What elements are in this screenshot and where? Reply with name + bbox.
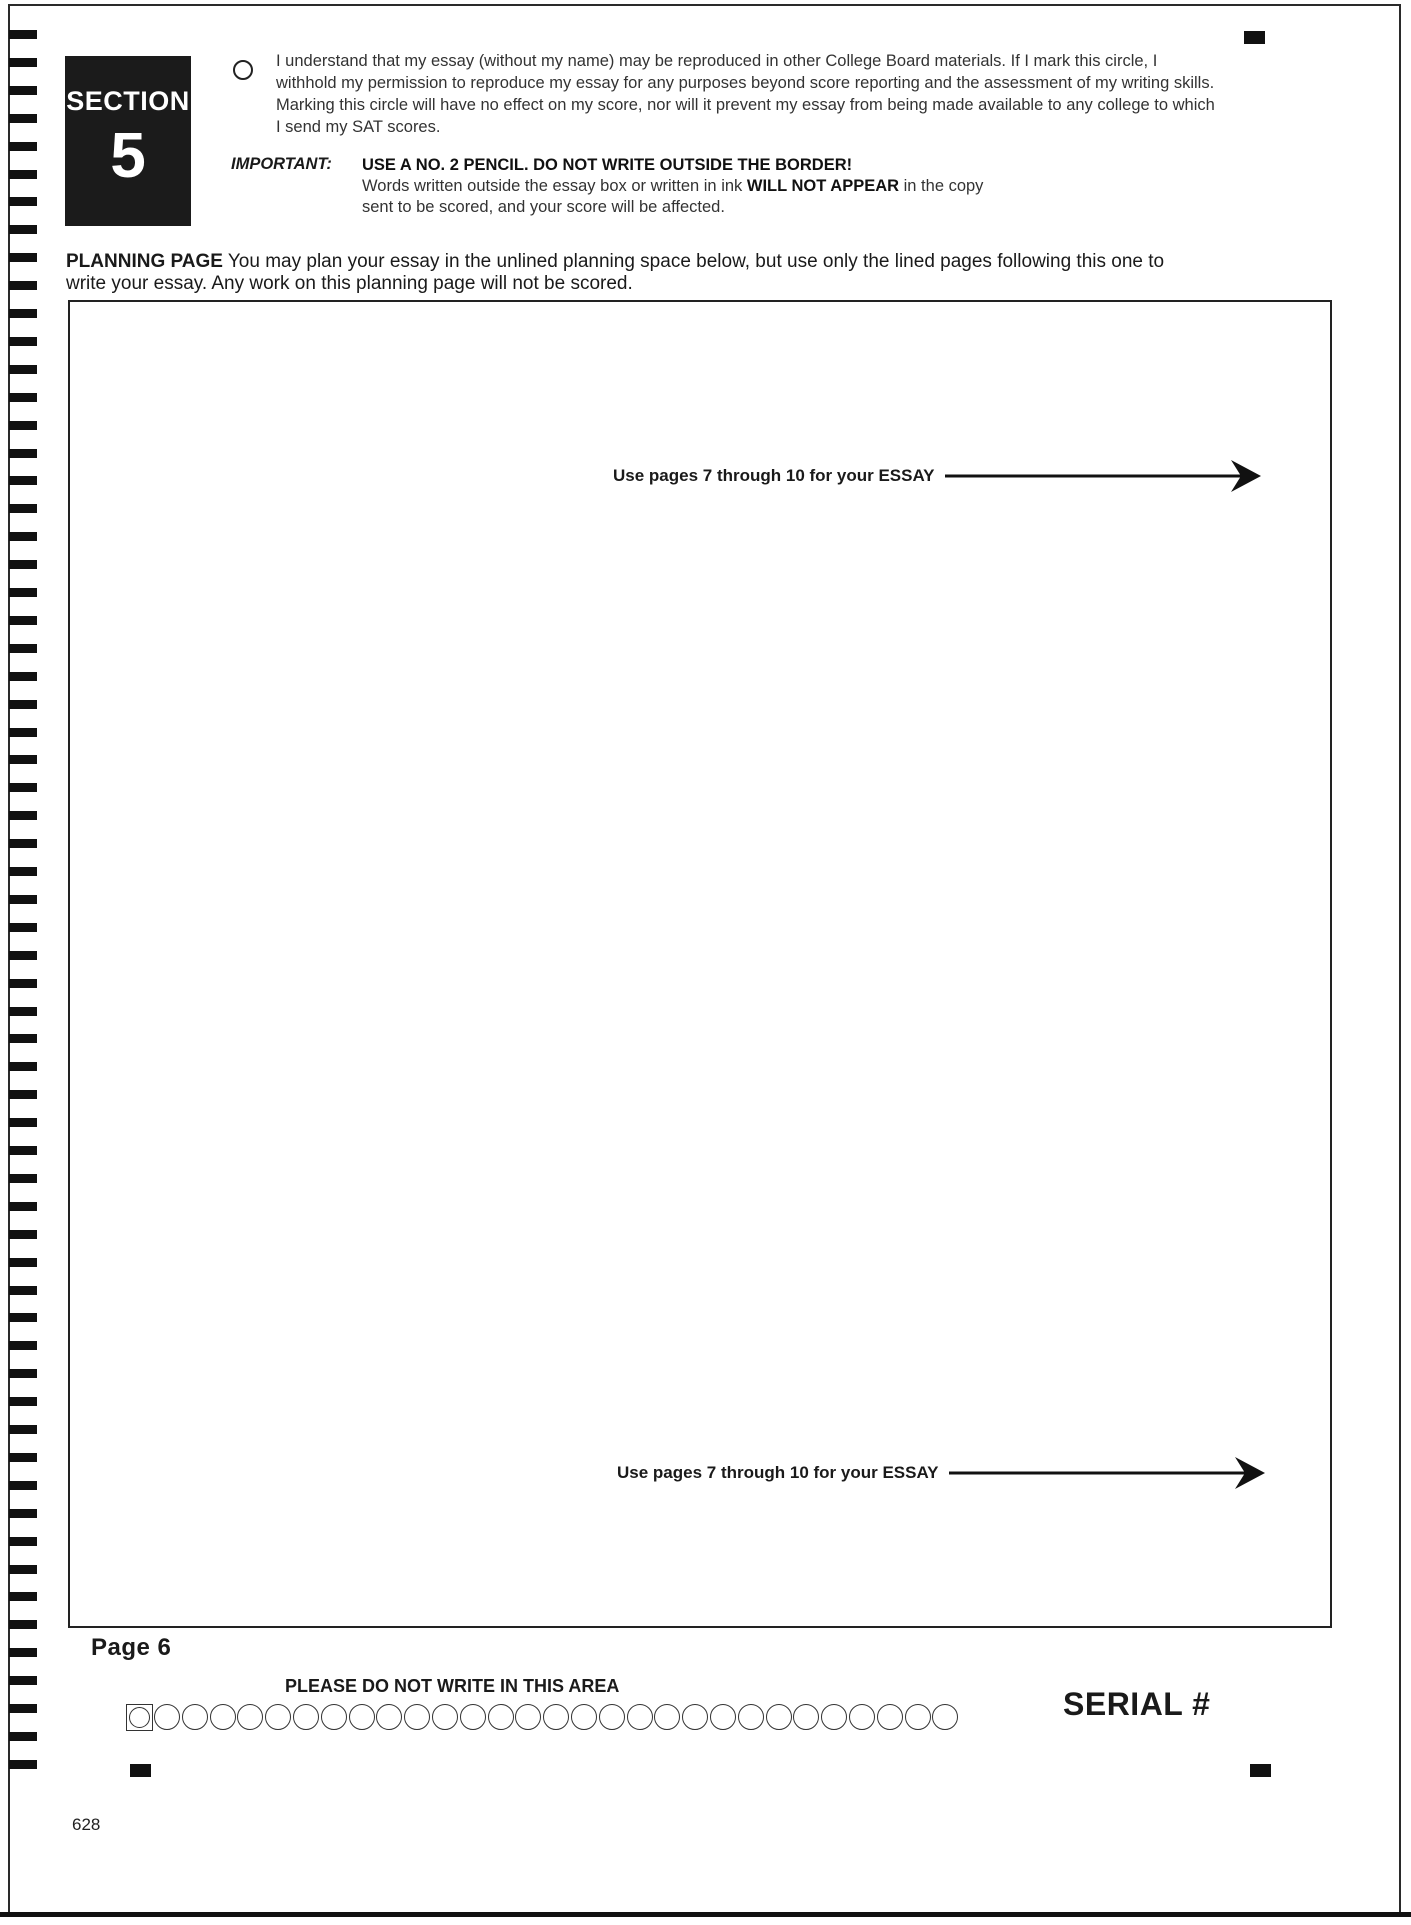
scanner-bubble bbox=[129, 1707, 150, 1728]
scanner-bubble bbox=[654, 1704, 680, 1730]
timing-mark bbox=[9, 839, 37, 848]
scanner-bubble bbox=[793, 1704, 819, 1730]
timing-mark bbox=[9, 1146, 37, 1155]
timing-mark bbox=[9, 1202, 37, 1211]
timing-mark bbox=[9, 1397, 37, 1406]
timing-mark bbox=[9, 532, 37, 541]
timing-mark bbox=[9, 811, 37, 820]
essay-pointer-top bbox=[613, 454, 1265, 498]
timing-mark bbox=[9, 476, 37, 485]
scanner-bubble bbox=[293, 1704, 319, 1730]
essay-pointer-bottom bbox=[617, 1451, 1269, 1495]
timing-mark bbox=[9, 58, 37, 67]
do-not-write-notice: PLEASE DO NOT WRITE IN THIS AREA bbox=[285, 1676, 620, 1696]
timing-mark bbox=[9, 644, 37, 653]
scanner-bubble-marker bbox=[126, 1704, 153, 1731]
timing-mark bbox=[9, 1118, 37, 1127]
timing-mark bbox=[9, 1090, 37, 1099]
timing-mark bbox=[9, 1369, 37, 1378]
section-label: SECTION bbox=[66, 86, 190, 116]
important-headline: USE A NO. 2 PENCIL. DO NOT WRITE OUTSIDE THE BORDER! bbox=[362, 156, 853, 174]
planning-text: You may plan your essay in the unlined planning space below, but use only the lined pages following this one to write your essay. Any work on this planning page will not be scored. bbox=[66, 251, 1165, 294]
scanner-bubble bbox=[265, 1704, 291, 1730]
scanner-bubble bbox=[599, 1704, 625, 1730]
timing-mark bbox=[9, 1425, 37, 1434]
timing-mark bbox=[9, 1760, 37, 1769]
timing-mark bbox=[9, 1565, 37, 1574]
consent-circle-bubble[interactable] bbox=[233, 60, 253, 80]
important-label: IMPORTANT: bbox=[231, 155, 332, 173]
scanner-bubble-row bbox=[126, 1704, 960, 1731]
scanner-bubble bbox=[905, 1704, 931, 1730]
timing-mark bbox=[9, 1341, 37, 1350]
timing-mark bbox=[9, 1509, 37, 1518]
timing-mark bbox=[9, 867, 37, 876]
timing-mark bbox=[9, 197, 37, 206]
timing-mark bbox=[9, 1034, 37, 1043]
timing-mark bbox=[9, 1286, 37, 1295]
timing-mark bbox=[9, 783, 37, 792]
scanner-bubble bbox=[766, 1704, 792, 1730]
timing-mark bbox=[9, 616, 37, 625]
scanner-bubble bbox=[821, 1704, 847, 1730]
timing-mark bbox=[9, 1230, 37, 1239]
important-line-2: sent to be scored, and your score will be affected. bbox=[362, 198, 725, 216]
right-arrow-icon bbox=[945, 454, 1265, 498]
timing-mark bbox=[9, 1732, 37, 1741]
timing-mark bbox=[9, 1174, 37, 1183]
timing-mark bbox=[9, 1648, 37, 1657]
scanner-bubble bbox=[460, 1704, 486, 1730]
timing-mark bbox=[9, 421, 37, 430]
scanner-bubble bbox=[432, 1704, 458, 1730]
timing-mark bbox=[9, 1620, 37, 1629]
scanner-bubble bbox=[932, 1704, 958, 1730]
right-arrow-icon bbox=[949, 1451, 1269, 1495]
timing-marks bbox=[9, 30, 41, 1780]
consent-text: I understand that my essay (without my name) may be reproduced in other College Board materials. If I mark this circle, I withhold my permission to reproduce my essay for any purposes beyond score reporting and the assessment of my writing skills. Marking this circle will have no effect on my score, nor will it prevent my essay from being made available to any college to which I send my SAT scores. bbox=[276, 52, 1215, 136]
timing-mark bbox=[9, 951, 37, 960]
timing-mark bbox=[9, 281, 37, 290]
timing-mark bbox=[9, 895, 37, 904]
timing-mark bbox=[9, 114, 37, 123]
important-line-1: Words written outside the essay box or written in ink WILL NOT APPEAR in the copy bbox=[362, 177, 984, 195]
corner-mark-bottom-right bbox=[1250, 1764, 1271, 1777]
planning-title: PLANNING PAGE bbox=[66, 251, 223, 272]
scanner-bubble bbox=[571, 1704, 597, 1730]
timing-mark bbox=[9, 979, 37, 988]
scanner-bubble bbox=[488, 1704, 514, 1730]
essay-pointer-label: Use pages 7 through 10 for your ESSAY bbox=[617, 1463, 939, 1482]
timing-mark bbox=[9, 1007, 37, 1016]
timing-mark bbox=[9, 923, 37, 932]
scanner-bubble bbox=[376, 1704, 402, 1730]
scanner-bubble bbox=[543, 1704, 569, 1730]
timing-mark bbox=[9, 728, 37, 737]
timing-mark bbox=[9, 30, 37, 39]
scanner-bubble bbox=[877, 1704, 903, 1730]
timing-mark bbox=[9, 1676, 37, 1685]
scanner-bubble bbox=[154, 1704, 180, 1730]
scanner-bubble bbox=[627, 1704, 653, 1730]
timing-mark bbox=[9, 1704, 37, 1713]
corner-mark-bottom-left bbox=[130, 1764, 151, 1777]
timing-mark bbox=[9, 309, 37, 318]
page-code: 628 bbox=[72, 1815, 101, 1834]
timing-mark bbox=[9, 755, 37, 764]
scanner-bubble bbox=[710, 1704, 736, 1730]
timing-mark bbox=[9, 1062, 37, 1071]
scanner-bubble bbox=[349, 1704, 375, 1730]
scanner-bubble bbox=[738, 1704, 764, 1730]
important-notice bbox=[362, 155, 1162, 218]
serial-number-label: SERIAL # bbox=[1063, 1686, 1211, 1722]
bottom-rule bbox=[0, 1912, 1411, 1917]
scanner-bubble bbox=[321, 1704, 347, 1730]
scanner-bubble bbox=[182, 1704, 208, 1730]
section-badge bbox=[65, 56, 191, 226]
page-number: Page 6 bbox=[91, 1634, 172, 1661]
scanner-bubble bbox=[404, 1704, 430, 1730]
planning-space[interactable] bbox=[68, 300, 1332, 1628]
corner-mark-top-right bbox=[1244, 31, 1265, 44]
timing-mark bbox=[9, 1537, 37, 1546]
timing-mark bbox=[9, 1258, 37, 1267]
timing-mark bbox=[9, 393, 37, 402]
timing-mark bbox=[9, 449, 37, 458]
scanner-bubble bbox=[515, 1704, 541, 1730]
timing-mark bbox=[9, 588, 37, 597]
timing-mark bbox=[9, 253, 37, 262]
scanner-bubble bbox=[682, 1704, 708, 1730]
essay-pointer-label: Use pages 7 through 10 for your ESSAY bbox=[613, 466, 935, 485]
timing-mark bbox=[9, 1453, 37, 1462]
timing-mark bbox=[9, 1313, 37, 1322]
timing-mark bbox=[9, 225, 37, 234]
section-number: 5 bbox=[110, 119, 146, 191]
timing-mark bbox=[9, 560, 37, 569]
timing-mark bbox=[9, 700, 37, 709]
planning-instructions bbox=[66, 251, 1166, 295]
scanner-bubble bbox=[237, 1704, 263, 1730]
scanner-bubble bbox=[210, 1704, 236, 1730]
timing-mark bbox=[9, 170, 37, 179]
timing-mark bbox=[9, 1592, 37, 1601]
timing-mark bbox=[9, 1481, 37, 1490]
timing-mark bbox=[9, 365, 37, 374]
scanner-bubble bbox=[849, 1704, 875, 1730]
timing-mark bbox=[9, 142, 37, 151]
timing-mark bbox=[9, 672, 37, 681]
timing-mark bbox=[9, 504, 37, 513]
timing-mark bbox=[9, 86, 37, 95]
timing-mark bbox=[9, 337, 37, 346]
